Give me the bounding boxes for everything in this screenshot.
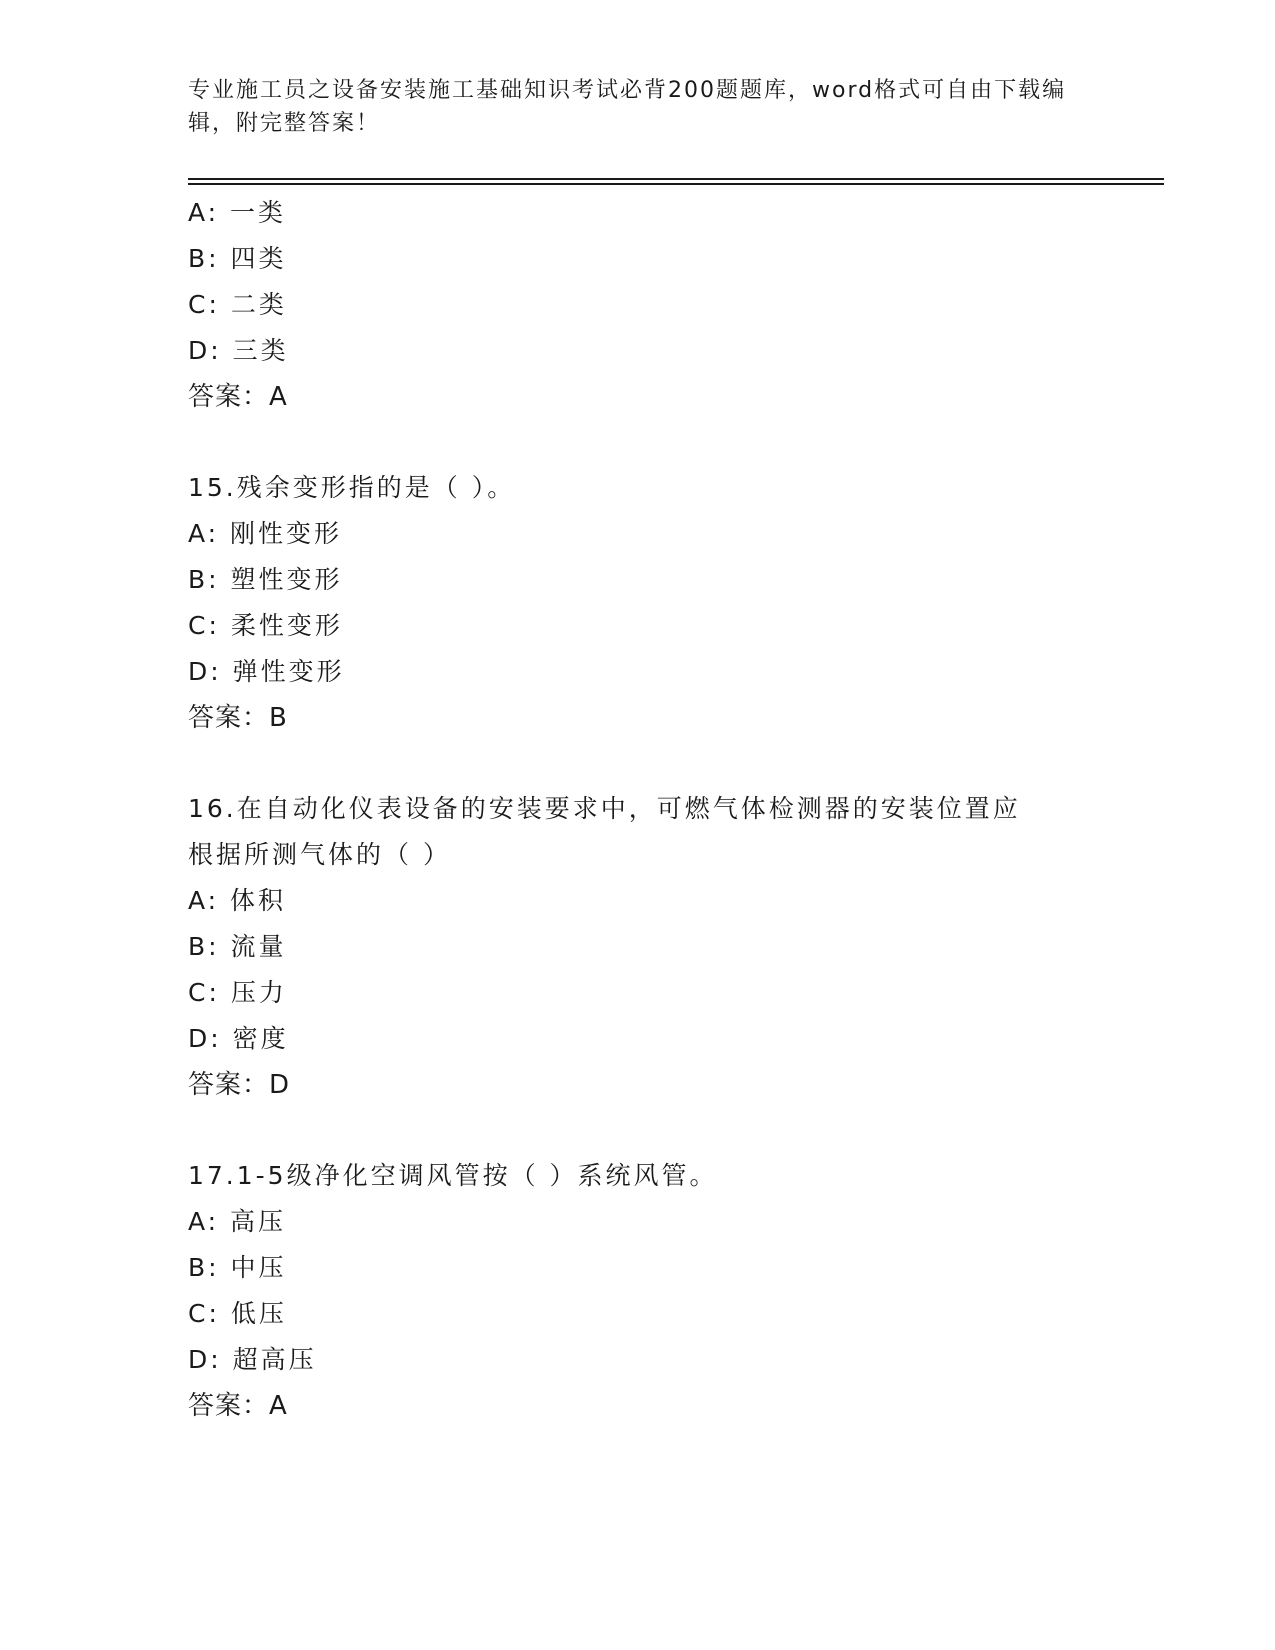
option-c: C: 低压 [188, 1299, 287, 1328]
spacer [188, 741, 1164, 786]
option-a: A: 一类 [188, 198, 287, 227]
option-a: A: 刚性变形 [188, 519, 343, 548]
option-d: D: 超高压 [188, 1345, 317, 1374]
question-block-prev [188, 190, 1164, 420]
header-rule-bottom [188, 183, 1164, 185]
question-block-17 [188, 1153, 1164, 1429]
question-block-15 [188, 465, 1164, 741]
header-rule-top [188, 178, 1164, 180]
question-stem: 16.在自动化仪表设备的安装要求中，可燃气体检测器的安装位置应根据所测气体的（ ） [188, 794, 1021, 869]
question-stem: 15.残余变形指的是（ ）。 [188, 473, 516, 502]
spacer [188, 420, 1164, 465]
option-b: B: 中压 [188, 1253, 287, 1282]
option-d: D: 三类 [188, 336, 289, 365]
option-c: C: 压力 [188, 978, 287, 1007]
question-block-16 [188, 786, 1164, 1108]
option-a: A: 体积 [188, 886, 287, 915]
option-d: D: 弹性变形 [188, 657, 345, 686]
spacer [188, 1108, 1164, 1153]
answer-line: 答案：B [188, 703, 288, 733]
question-list [188, 190, 1164, 1429]
option-c: C: 柔性变形 [188, 611, 343, 640]
option-d: D: 密度 [188, 1024, 289, 1053]
question-stem: 17.1-5级净化空调风管按（ ）系统风管。 [188, 1161, 718, 1190]
document-title: 专业施工员之设备安装施工基础知识考试必背200题题库，word格式可自由下载编辑，附完整答案！ [188, 78, 1067, 136]
option-b: B: 流量 [188, 932, 287, 961]
answer-line: 答案：D [188, 1070, 291, 1100]
option-b: B: 四类 [188, 244, 287, 273]
answer-line: 答案：A [188, 1391, 288, 1421]
option-b: B: 塑性变形 [188, 565, 343, 594]
option-c: C: 二类 [188, 290, 287, 319]
option-a: A: 高压 [188, 1207, 287, 1236]
answer-line: 答案：A [188, 382, 288, 412]
